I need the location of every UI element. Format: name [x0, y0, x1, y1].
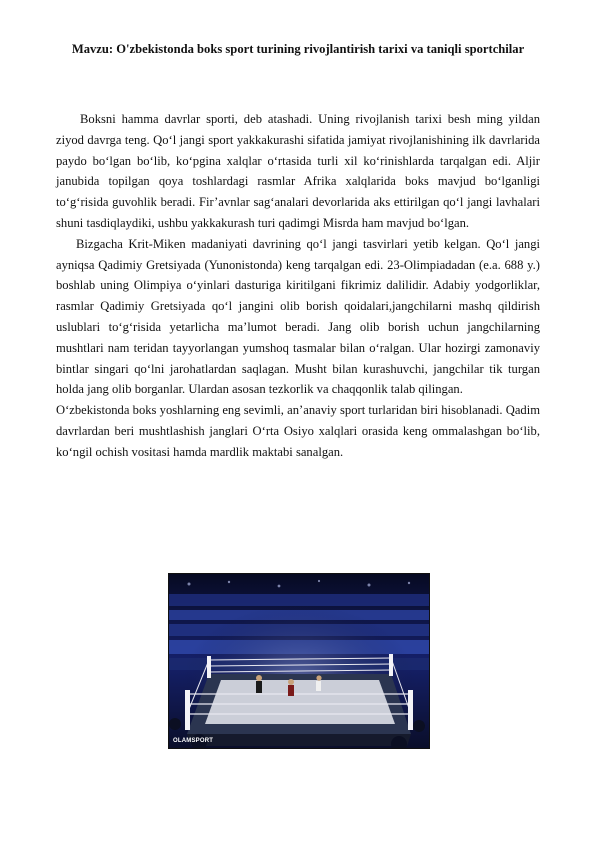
boxing-arena-photo: [168, 573, 430, 749]
paragraph-1: Boksni hamma davrlar sporti, deb atashadi. Uning rivojlanish tarixi besh ming yildan ziyod davrga teng. Qo‘l jangi sport yakkakurashi sifatida jamiyat rivojlanishining ilk davrlarida paydo bo‘lgan bo‘lib, ko‘pgina xalqlar o‘rtasida turli xil ko‘rinishlarda tarqalgan edi. Aljir janubida topilgan qoya toshlardagi rasmlar Afrika xalqlarida boks mavjud bo‘lganligi to‘g‘risida guvohlik beradi. Fir’avnlar sag‘analari devorlarida aks ettirilgan qo‘l jangi lavhalari shuni tasdiqlaydiki, ushbu yakkakurash turi qadimgi Misrda ham mavjud bo‘lgan.: [56, 112, 540, 230]
paragraph-3: O‘zbekistonda boks yoshlarning eng sevimli, an’anaviy sport turlaridan biri hisoblanadi. Qadim davrlardan beri mushtlashish janglari O‘rta Osiyo xalqlari orasida keng ommalashgan bo‘lib, ko‘ngil ochish vositasi hamda mardlik maktabi sanalgan.: [56, 403, 540, 459]
photo-watermark: OLAMSPORT: [173, 738, 214, 744]
paragraph-2: Bizgacha Krit-Miken madaniyati davrining qo‘l jangi tasvirlari yetib kelgan. Qo‘l jangi ayniqsa Qadimiy Gretsiyada (Yunonistonda) keng tarqalgan edi. 23-Olimpiadadan (e.a. 688 y.) boshlab uning Olimpiya o‘yinlari dasturiga kiritilgani fikrimiz dalilidir. Adabiy yodgorliklar, rasmlar Qadimiy Gretsiyada qo‘l jangini olib borish qoidalari,jangchilarni mashq qildirish uslublari to‘g‘risida yetarlicha ma’lumot beradi. Jang olib borish uchun jangchilarning mushtlari nam teridan tayyorlangan yumshoq tasmalar bilan o‘ralgan. Ular hozirgi zamonaviy bintlar singari qo‘lni jarohatlardan saqlagan. Musht bilan kurashuvchi, jangchilar tik turgan holda jang olib borganlar. Ulardan asosan tezkorlik va chaqqonlik talab qilingan.: [56, 236, 540, 397]
arena-illustration: [169, 574, 429, 748]
page-title: Mavzu: O'zbekistonda boks sport turining rivojlantirish tarixi va taniqli sportchilar: [71, 42, 525, 56]
document-body: [56, 109, 540, 463]
